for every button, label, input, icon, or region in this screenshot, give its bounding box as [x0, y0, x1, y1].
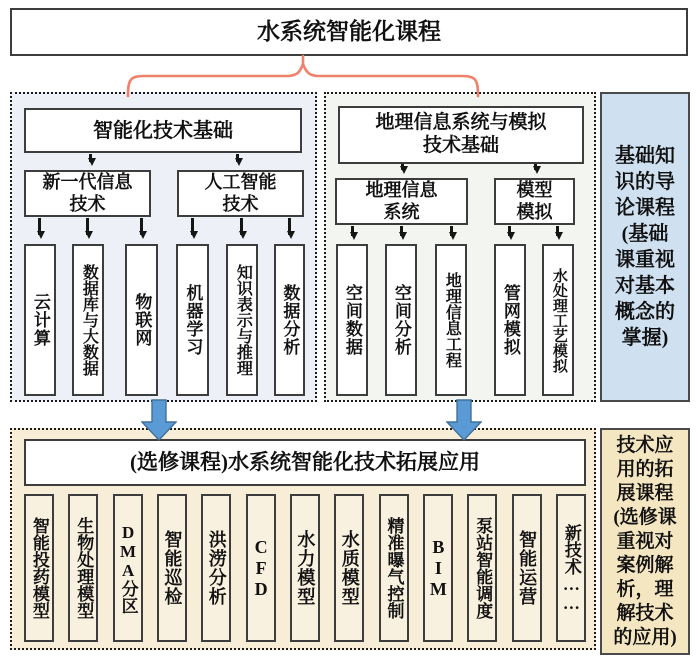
- arrow-down-icon: [288, 218, 291, 235]
- right-panel-header: [338, 106, 584, 164]
- course-box: [24, 494, 54, 642]
- course-label: BIM: [428, 536, 449, 600]
- course-box: [467, 494, 497, 642]
- arrow-down-icon: [400, 226, 403, 236]
- right-panel-header-label: 地理信息系统与模拟 技术基础: [375, 112, 547, 156]
- course-box: [336, 244, 368, 396]
- bottom-panel-header-label: (选修课程)水系统智能化技术拓展应用: [130, 449, 480, 474]
- course-label: 数据库与大数据: [80, 264, 98, 376]
- arrow-down-icon: [236, 154, 239, 162]
- note-elective-courses: [600, 428, 690, 655]
- course-box: [226, 244, 258, 396]
- arrow-down-icon: [240, 218, 243, 235]
- course-box: [290, 494, 320, 642]
- group-label: 模型 模拟: [516, 179, 553, 222]
- group-label: 人工智能 技术: [204, 171, 277, 214]
- course-box: [72, 244, 104, 396]
- left-panel-header: [24, 108, 302, 153]
- course-label: 精准曝气控制: [384, 517, 404, 619]
- group-label: 新一代信息 技术: [42, 171, 133, 214]
- course-label: 管网模拟: [500, 284, 520, 356]
- course-box: [24, 244, 56, 396]
- note-elective-courses-label: 技术应用的拓展课程(选修课重视对案例解析，理解技术的应用): [613, 434, 677, 648]
- course-box: [423, 494, 453, 642]
- course-box: [176, 244, 209, 396]
- arrow-down-icon: [351, 226, 354, 236]
- arrow-down-icon: [534, 164, 537, 170]
- course-label: 水力模型: [295, 530, 316, 606]
- group-label: 地理信息 系统: [365, 179, 438, 222]
- big-down-arrow-icon: [446, 399, 482, 441]
- course-label: 水质模型: [339, 530, 360, 606]
- arrow-down-icon: [401, 164, 404, 170]
- course-label: DMA分区: [118, 522, 138, 614]
- course-label: 生物处理模型: [74, 517, 94, 619]
- course-box: [274, 244, 305, 396]
- course-box: [125, 244, 158, 396]
- course-box: [512, 494, 542, 642]
- course-label: 知识表示与推理: [234, 264, 252, 376]
- panel-intelligent-tech-basics: [10, 92, 317, 402]
- course-label: 新技术……: [561, 523, 581, 613]
- course-label: 洪涝分析: [206, 530, 227, 606]
- panel-elective-applications: [10, 428, 596, 650]
- group-artificial-intelligence: [177, 170, 304, 217]
- course-label: 智能投药模型: [29, 517, 49, 619]
- arrow-down-icon: [86, 218, 89, 235]
- course-box: [385, 244, 417, 396]
- course-label: 地理信息工程: [443, 272, 461, 368]
- arrow-down-icon: [450, 226, 453, 236]
- course-label: 智能运营: [517, 530, 538, 606]
- arrow-down-icon: [38, 218, 41, 235]
- note-basic-courses: [600, 92, 690, 402]
- course-box: [542, 244, 574, 396]
- course-label: 机器学习: [183, 284, 203, 356]
- arrow-down-icon: [140, 218, 143, 235]
- big-down-arrow-icon: [141, 399, 177, 441]
- course-box: [494, 244, 526, 396]
- course-label: 泵站智能调度: [473, 517, 493, 619]
- arrow-down-icon: [191, 218, 194, 235]
- course-label: CFD: [251, 536, 272, 600]
- note-basic-courses-label: 基础知识的导论课程(基础课重视对基本概念的掌握): [615, 145, 675, 349]
- group-gis: [335, 178, 468, 225]
- course-label: 数据分析: [280, 284, 300, 356]
- course-label: 水处理工艺模拟: [550, 267, 567, 373]
- arrow-down-icon: [508, 226, 511, 236]
- course-box: [68, 494, 98, 642]
- elective-course-row: [24, 494, 586, 642]
- course-label: 空间分析: [391, 284, 411, 356]
- course-label: 云计算: [30, 293, 50, 347]
- course-box: [379, 494, 409, 642]
- brace-connector-icon: [100, 54, 520, 98]
- course-box: [435, 244, 467, 396]
- course-box: [334, 494, 364, 642]
- left-panel-header-label: 智能化技术基础: [93, 119, 233, 142]
- group-new-generation-it: [24, 170, 151, 217]
- course-label: 智能巡检: [162, 530, 183, 606]
- course-box: [157, 494, 187, 642]
- bottom-panel-header: [24, 439, 586, 486]
- course-box: [246, 494, 276, 642]
- arrow-down-icon: [89, 154, 92, 162]
- course-label: 物联网: [132, 293, 152, 347]
- diagram-title-label: 水系统智能化课程: [257, 19, 441, 45]
- course-box: [113, 494, 143, 642]
- diagram-title: [10, 8, 688, 56]
- course-box: [556, 494, 586, 642]
- arrow-down-icon: [556, 226, 559, 236]
- course-label: 空间数据: [342, 284, 362, 356]
- group-model-simulation: [494, 178, 575, 225]
- panel-gis-simulation-basics: [324, 92, 596, 402]
- course-box: [201, 494, 231, 642]
